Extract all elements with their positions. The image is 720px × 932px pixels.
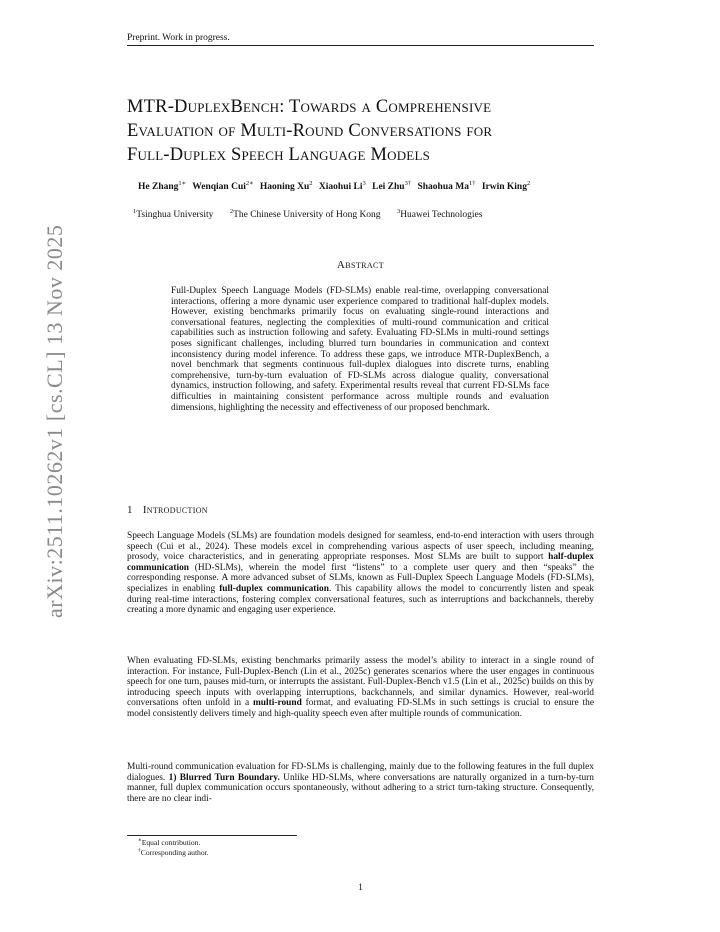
paragraph-3: Multi-round communication evaluation for FD-SLMs is challenging, mainly due to the following features in the full duplex dialogues. 1) Blurred Turn Boundary. Unlike HD-SLMs, where conversations are naturally organized in a turn-by-turn manner, full duplex communication occurs spontaneously, without adhering to a strict turn-taking structure. Consequently, there are no clear indi- bbox=[127, 762, 594, 804]
arxiv-stamp: arXiv:2511.10262v1 [cs.CL] 13 Nov 2025 bbox=[42, 224, 67, 618]
author: Haoning Xu$^2$ bbox=[259, 179, 313, 192]
paragraph-2: When evaluating FD-SLMs, existing benchmarks primarily assess the model’s ability to interact in a single round of interaction. For instance, Full-Duplex-Bench (Lin et al., 2025c) generates scenarios where the user engages in continuous speech for one turn, pauses mid-turn, or interrupts the assistant. Full-Duplex-Bench v1.5 (Lin et al., 2025c) builds on this by introducing speech inputs with overlapping interruptions, backchannels, and similar dynamics. However, real-world conversations often unfold in a multi-round format, and evaluating FD-SLMs in such settings is crucial to ensure the model consistently delivers timely and high-quality speech even after multiple rounds of communication. bbox=[127, 656, 594, 719]
title-line-2: Evaluation of Multi-Round Conversations for bbox=[127, 121, 493, 141]
title-line-3: Full-Duplex Speech Language Models bbox=[127, 145, 431, 165]
author-list bbox=[138, 179, 618, 192]
abstract-text: Full-Duplex Speech Language Models (FD-SLMs) enable real-time, overlapping conversational interactions, offering a more dynamic user experience compared to traditional half-duplex models. However, existing benchmarks primarily focus on evaluating single-round interactions and conversational features, neglecting the complexities of multi-round communication and critical capabilities such as instruction following and safety. Evaluating FD-SLMs in multi-round settings poses significant challenges, including blurred turn boundaries in communication and context inconsistency during model inference. To address these gaps, we introduce MTR-DuplexBench, a novel benchmark that segments continuous full-duplex dialogues into discrete turns, enabling comprehensive, turn-by-turn evaluation of FD-SLMs across dialogue quality, conversational dynamics, instruction following, and safety. Experimental results reveal that current FD-SLMs face difficulties in maintaining consistent performance across multiple rounds and evaluation dimensions, highlighting the necessity and effectiveness of our proposed benchmark. bbox=[171, 286, 549, 413]
author: Lei Zhu$^{3\dagger}$ bbox=[372, 179, 412, 192]
footnote-2: †Corresponding author. bbox=[138, 847, 209, 857]
page-number: 1 bbox=[358, 883, 363, 893]
section-heading bbox=[127, 504, 594, 516]
affiliation: $^3$Huawei Technologies bbox=[396, 207, 483, 220]
section-title: Introduction bbox=[142, 504, 208, 516]
footnote-1: ∗Equal contribution. bbox=[138, 837, 201, 847]
author: Shaohua $Ma^{1\dagger}$ bbox=[417, 179, 476, 192]
affiliation-list bbox=[133, 207, 603, 220]
title-line-1: MTR-DuplexBench: Towards a Comprehensive bbox=[127, 97, 492, 117]
author: Irwin King$^2$ bbox=[481, 179, 531, 192]
author: Xiaohui Li$^3$ bbox=[318, 179, 366, 192]
author: He Zhang$^{1∗}$ bbox=[138, 179, 187, 192]
paper-title bbox=[127, 95, 627, 167]
affiliation: $^2$The Chinese University of Hong Kong bbox=[229, 207, 381, 220]
author: Wenqian Cui$^{2∗}$ bbox=[192, 179, 254, 192]
section-number: 1 bbox=[127, 504, 133, 516]
abstract-heading: Abstract bbox=[336, 259, 385, 271]
paragraph-1: Speech Language Models (SLMs) are foundation models designed for seamless, end-to-end interaction with users through speech (Cui et al., 2024). These models excel in comprehending various aspects of user speech, including meaning, prosody, voice characteristics, and in generating appropriate responses. Most SLMs are built to support half-duplex communication (HD-SLMs), wherein the model first “listens” to a complete user query and then “speaks” the corresponding response. A more advanced subset of SLMs, known as Full-Duplex Speech Language Models (FD-SLMs), specializes in enabling full-duplex communication. This capability allows the model to concurrently listen and speak during real-time interactions, fostering complex conversational features, such as interruptions and backchannels, thereby creating a more dynamic and engaging user experience. bbox=[127, 531, 594, 616]
affiliation: $^1$Tsinghua University bbox=[133, 207, 214, 220]
footnote-rule bbox=[127, 835, 297, 836]
running-header: Preprint. Work in progress. bbox=[127, 33, 594, 46]
